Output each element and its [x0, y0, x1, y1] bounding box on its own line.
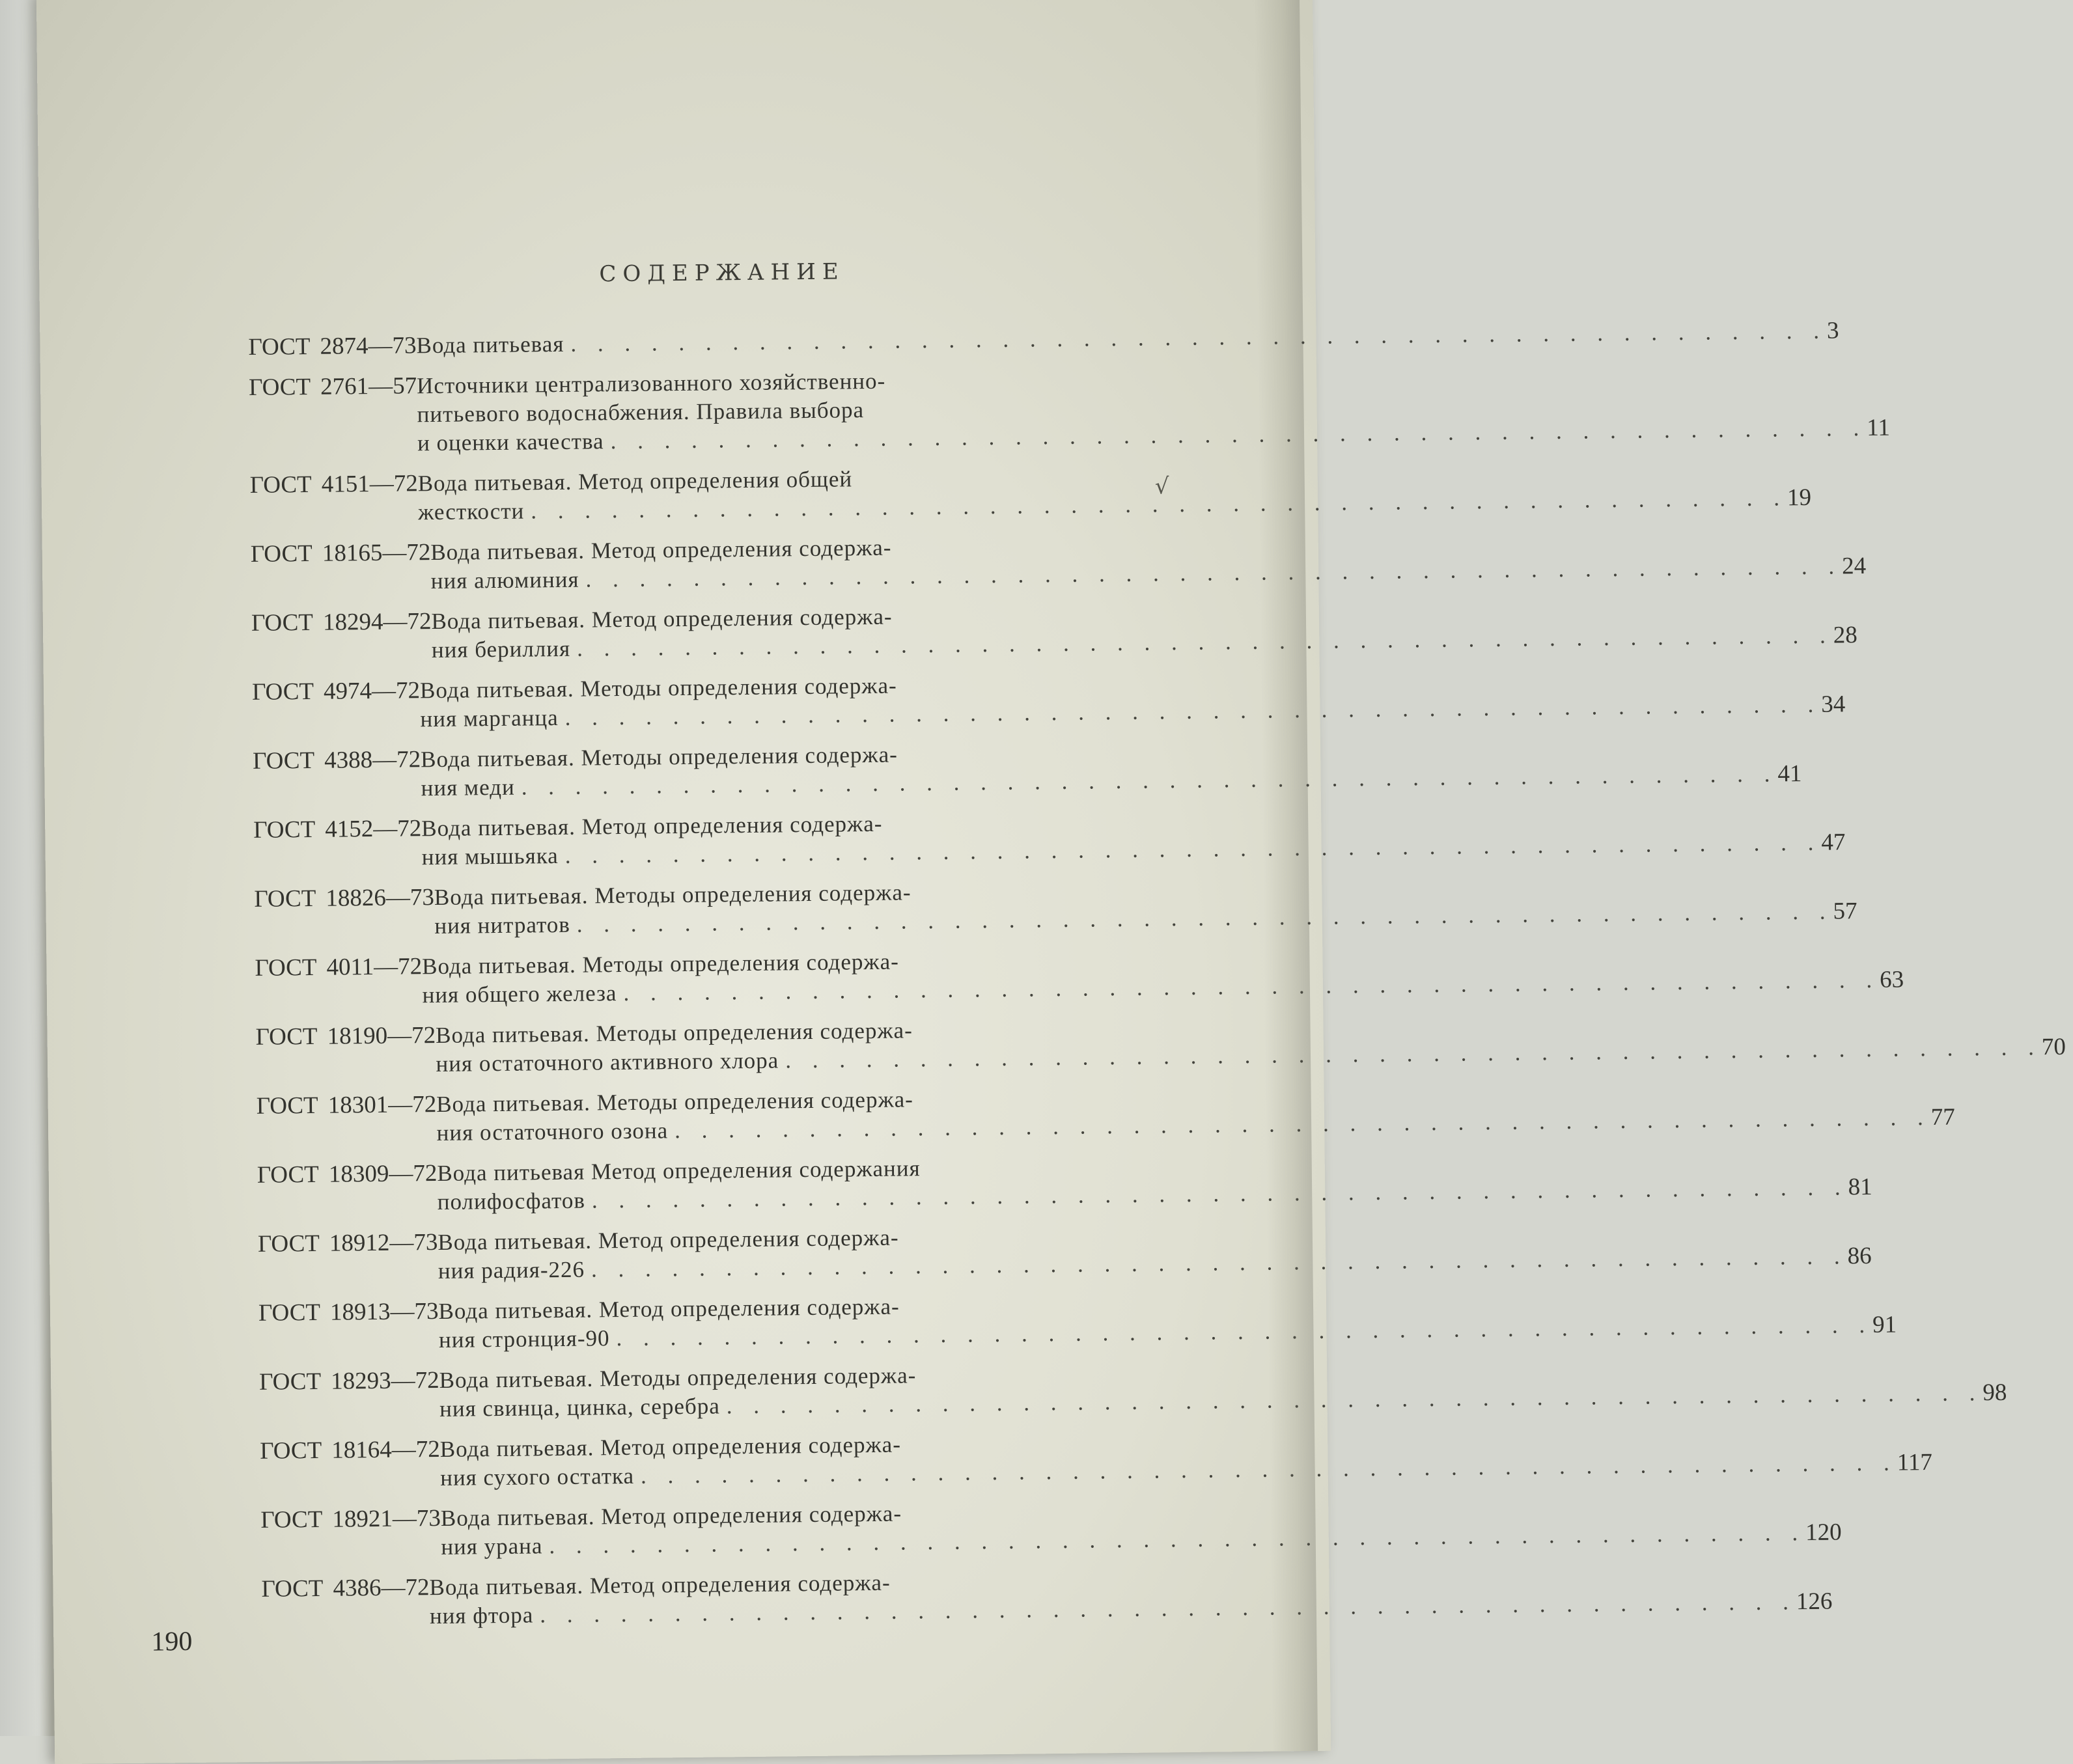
standard-number: 18913—73 — [329, 1297, 439, 1326]
title-text: Вода питьевая. Метод определения содержа- — [440, 1500, 902, 1531]
standard-designation — [249, 372, 417, 402]
toc-entry — [260, 1428, 1933, 1495]
entry-page-number: 77 — [1930, 1103, 1955, 1131]
standard-number: 18165—72 — [322, 539, 431, 567]
standard-number: 18921—73 — [332, 1504, 441, 1533]
title-text: Вода питьевая. Методы определения содержа- — [421, 948, 899, 980]
standard-designation — [258, 1228, 438, 1259]
standard-designation — [254, 883, 434, 914]
standard-prefix: ГОСТ — [255, 954, 317, 982]
table-of-contents — [248, 317, 2066, 1644]
standard-prefix: ГОСТ — [260, 1437, 322, 1465]
title-text: ния меди — [421, 774, 515, 801]
title-text: ния мышьяка — [421, 843, 559, 870]
toc-entry — [251, 600, 1857, 667]
entry-title — [420, 662, 1822, 734]
entry-title — [416, 317, 1827, 361]
title-text: питьевого водоснабжения. Правила выбора — [417, 397, 865, 428]
standard-prefix: ГОСТ — [251, 609, 314, 637]
entry-page-number: 117 — [1897, 1448, 1933, 1476]
toc-entry — [258, 1359, 2007, 1426]
standard-designation — [252, 676, 420, 707]
entry-page-number: 57 — [1833, 898, 1857, 925]
entry-title — [437, 1144, 1848, 1217]
standard-designation — [253, 745, 421, 776]
standard-prefix: ГОСТ — [248, 373, 311, 401]
toc-entry — [248, 317, 1839, 362]
title-text: и оценки качества — [417, 428, 604, 456]
entry-page-number: 70 — [2041, 1033, 2066, 1061]
title-text: Вода питьевая. Метод определения содержа- — [438, 1293, 900, 1324]
title-text: ния сухого остатка — [440, 1463, 635, 1491]
entry-title — [434, 869, 1833, 941]
entry-title — [440, 1420, 1897, 1493]
toc-entry — [254, 876, 1857, 943]
standard-designation — [257, 1090, 437, 1121]
entry-title — [439, 1350, 1983, 1424]
title-text: Вода питьевая. Методы определения содержа- — [420, 741, 898, 773]
toc-entry — [255, 945, 1904, 1012]
title-text: ния фтора — [429, 1602, 534, 1629]
title-text: ния остаточного активного хлора — [436, 1047, 779, 1077]
title-text: Вода питьевая. Метод определения содержа- — [421, 810, 883, 842]
standard-number: 4011—72 — [326, 953, 423, 981]
standard-number: 18190—72 — [327, 1022, 436, 1050]
standard-designation — [250, 469, 418, 500]
entry-title — [431, 592, 1833, 665]
title-text: Вода питьевая. Метод определения общей — [417, 466, 853, 497]
title-text: Вода питьевая Метод определения содержания — [437, 1155, 921, 1186]
toc-entry — [248, 365, 1891, 460]
title-text: полифосфатов — [437, 1187, 586, 1215]
standard-designation — [248, 331, 416, 362]
entry-page-number: 63 — [1879, 966, 1904, 993]
toc-entry — [253, 807, 1846, 874]
standard-number: 4152—72 — [325, 815, 422, 843]
title-text: Источники централизованного хозяйственно- — [416, 368, 886, 399]
title-text: ния алюминия — [430, 566, 579, 594]
standard-number: 18912—73 — [329, 1228, 438, 1257]
toc-entry — [249, 462, 1812, 529]
standard-number: 18826—73 — [326, 884, 435, 912]
title-text: Вода питьевая. Методы определения содержа- — [435, 1017, 913, 1049]
standard-prefix: ГОСТ — [260, 1506, 323, 1534]
entry-title — [429, 1559, 1796, 1631]
title-text: ния марганца — [420, 705, 559, 732]
standard-number: 4151—72 — [321, 470, 418, 498]
standard-prefix: ГОСТ — [258, 1368, 322, 1396]
title-text: Вода питьевая. Методы определения содержа- — [439, 1362, 917, 1393]
entry-page-number: 34 — [1821, 691, 1846, 718]
title-text: ния свинца, цинка, серебра — [439, 1393, 720, 1422]
title-text: ния нитратов — [434, 911, 571, 939]
toc-entry — [260, 1497, 1842, 1564]
standard-prefix: ГОСТ — [257, 1161, 319, 1189]
toc-entry — [257, 1152, 1872, 1219]
entry-title — [417, 455, 1787, 527]
entry-title — [438, 1213, 1848, 1286]
entry-title — [422, 937, 1880, 1010]
standard-prefix: ГОСТ — [257, 1230, 320, 1258]
entry-title — [421, 800, 1822, 872]
dot-leader — [570, 317, 1827, 359]
standard-designation — [258, 1297, 439, 1328]
title-text: ния общего железа — [422, 980, 617, 1008]
standard-designation — [260, 1504, 441, 1535]
standard-number: 18293—72 — [330, 1366, 439, 1395]
book-page — [36, 0, 2066, 1764]
entry-page-number: 47 — [1821, 829, 1846, 856]
entry-title — [421, 731, 1778, 803]
standard-number: 2761—57 — [320, 372, 417, 400]
toc-entry — [257, 1221, 1872, 1288]
standard-prefix: ГОСТ — [261, 1575, 324, 1603]
title-text: ния стронция-90 — [438, 1325, 610, 1353]
entry-title — [430, 523, 1842, 596]
toc-entry — [251, 669, 1846, 736]
standard-prefix: ГОСТ — [250, 540, 313, 568]
handwritten-check-mark: √ — [1154, 473, 1169, 500]
title-line — [416, 317, 1827, 361]
title-text: Вода питьевая. Метод определения содержа- — [439, 1431, 902, 1462]
entry-page-number: 126 — [1796, 1588, 1833, 1616]
entry-page-number: 81 — [1848, 1173, 1872, 1201]
standard-designation — [261, 1573, 429, 1604]
entry-title — [441, 1490, 1806, 1562]
toc-entry — [255, 1014, 2066, 1081]
standard-number: 18164—72 — [331, 1435, 440, 1464]
title-text: Вода питьевая. Методы определения содержа- — [434, 879, 911, 911]
standard-designation — [251, 538, 431, 569]
standard-prefix: ГОСТ — [248, 333, 311, 361]
toc-entry — [261, 1566, 1833, 1633]
entry-page-number: 91 — [1872, 1311, 1897, 1338]
entry-page-number: 24 — [1841, 552, 1867, 580]
entry-page-number: 41 — [1777, 760, 1802, 788]
page-number: 190 — [151, 1626, 193, 1657]
entry-page-number: 28 — [1833, 622, 1857, 649]
title-text: жесткости — [417, 498, 525, 525]
toc-entry — [252, 738, 1802, 805]
title-text: Вода питьевая. Метод определения содержа- — [429, 1569, 891, 1601]
standard-number: 4974—72 — [323, 677, 421, 705]
standard-prefix: ГОСТ — [256, 1092, 318, 1120]
standard-prefix: ГОСТ — [249, 471, 312, 499]
title-text: ния остаточного озона — [436, 1118, 669, 1146]
standard-number: 18294—72 — [322, 608, 432, 636]
title-text: Вода питьевая — [416, 331, 564, 359]
standard-designation — [255, 1021, 436, 1052]
standard-prefix: ГОСТ — [252, 747, 315, 775]
toc-heading: СОДЕРЖАНИЕ — [599, 258, 845, 288]
standard-number: 4388—72 — [324, 746, 421, 774]
title-text: Вода питьевая. Метод определения содержа- — [430, 534, 892, 566]
entry-title — [417, 357, 1867, 458]
standard-prefix: ГОСТ — [258, 1299, 321, 1327]
title-text: Вода питьевая. Методы определения содержа- — [419, 672, 897, 704]
standard-number: 18301—72 — [327, 1090, 437, 1119]
standard-designation — [259, 1366, 439, 1397]
title-text: Вода питьевая. Метод определения содержа- — [438, 1224, 899, 1255]
toc-entry — [256, 1083, 1955, 1150]
standard-number: 2874—73 — [320, 332, 417, 360]
entry-title — [438, 1282, 1872, 1355]
entry-page-number: 120 — [1805, 1519, 1842, 1547]
standard-prefix: ГОСТ — [254, 885, 316, 913]
entry-page-number: 86 — [1847, 1242, 1872, 1270]
standard-designation — [260, 1435, 440, 1466]
entry-title — [436, 1004, 2042, 1079]
entry-page-number: 3 — [1826, 317, 1839, 344]
entry-page-number: 98 — [1983, 1379, 2007, 1407]
toc-entry — [250, 531, 1867, 598]
standard-number: 18309—72 — [328, 1159, 438, 1188]
standard-designation — [257, 1159, 438, 1190]
standard-prefix: ГОСТ — [253, 816, 316, 844]
title-text: ния радия-226 — [438, 1256, 585, 1284]
title-text: ния урана — [441, 1533, 543, 1560]
entry-title — [436, 1075, 1931, 1148]
title-text: Вода питьевая. Методы определения содержа- — [436, 1086, 914, 1117]
toc-entry — [258, 1290, 1897, 1357]
entry-page-number: 11 — [1867, 414, 1891, 441]
title-text: Вода питьевая. Метод определения содержа- — [431, 603, 893, 635]
title-text: ния бериллия — [431, 635, 571, 663]
standard-prefix: ГОСТ — [255, 1023, 318, 1051]
standard-designation — [255, 952, 422, 983]
standard-prefix: ГОСТ — [251, 678, 314, 706]
standard-number: 4386—72 — [333, 1574, 430, 1602]
entry-page-number: 19 — [1787, 484, 1812, 512]
standard-designation — [251, 607, 432, 638]
standard-designation — [253, 814, 421, 845]
